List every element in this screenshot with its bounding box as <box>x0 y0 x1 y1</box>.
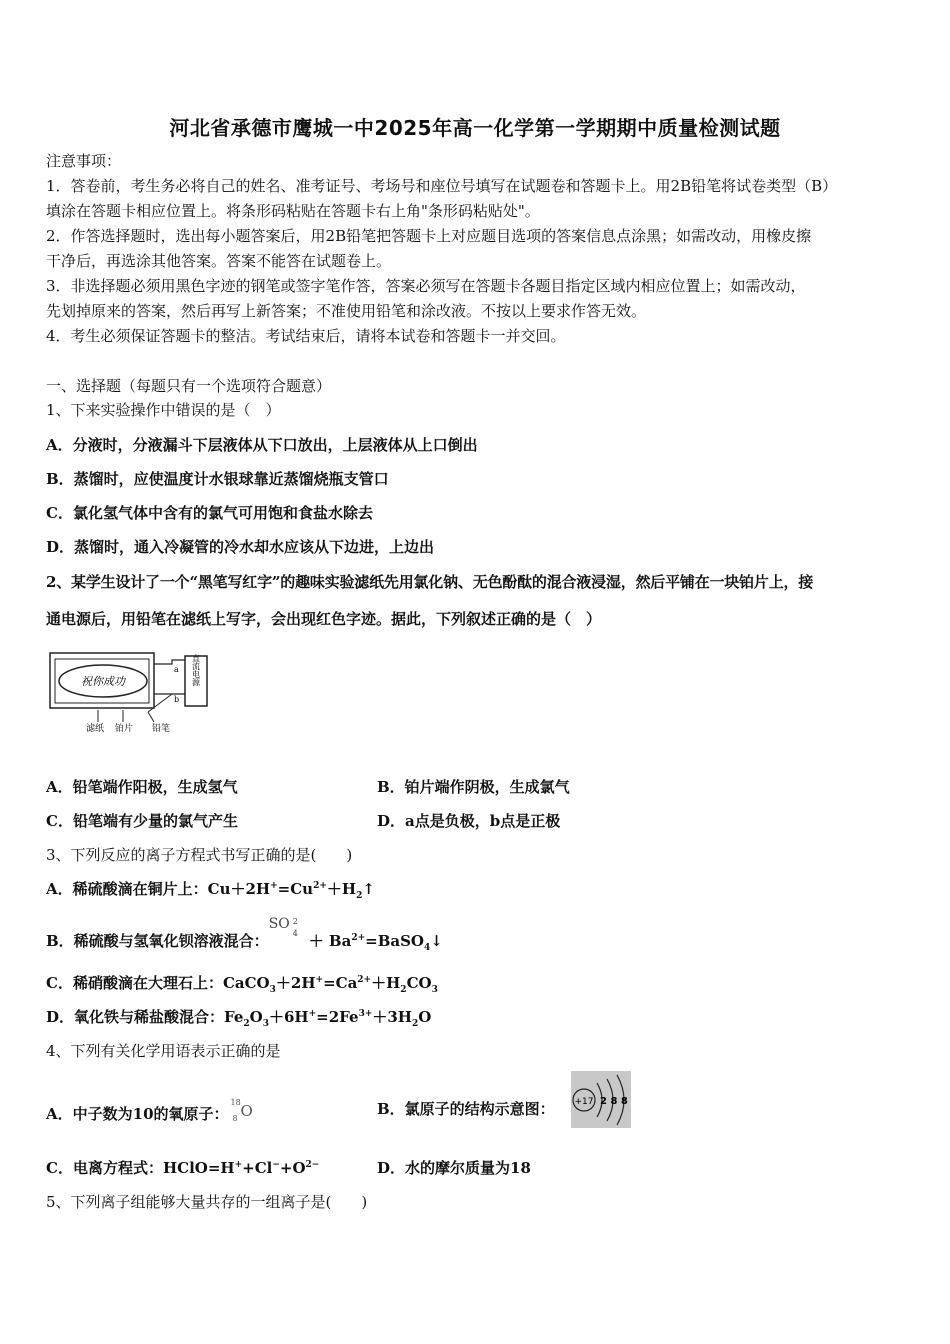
label-filter-paper: 滤纸 <box>86 724 105 734</box>
electrolysis-figure <box>48 650 210 734</box>
power-supply-text: 直流电源 <box>191 654 201 686</box>
q2-option-d: D．a点是负极，b点是正极 <box>377 812 561 830</box>
question-1-stem: 1、下来实验操作中错误的是（ ） <box>46 401 281 419</box>
point-b-label: b <box>174 695 180 704</box>
q3-option-c: C．稀硝酸滴在大理石上：$CaCO_3+2H^+=Ca^{2+}+H_2CO_3$ <box>46 974 438 995</box>
notice-line: 4．考生必须保证答题卡的整洁。考试结束后，请将本试卷和答题卡一并交回。 <box>46 327 566 345</box>
notice-line: 先划掉原来的答案，然后再写上新答案；不准使用铅笔和涂改液。不按以上要求作答无效。 <box>46 302 647 320</box>
question-2-stem: 2、某学生设计了一个“黑笔写红字”的趣味实验滤纸先用氯化钠、无色酚酞的混合液浸湿，然后平铺在一块铂片上，接 <box>46 573 814 591</box>
notice-heading: 注意事项： <box>46 152 122 170</box>
q3-option-d: D．氧化铁与稀盐酸混合：$Fe_2O_3+6H^+=2Fe^{3+}+3H_2O$ <box>46 1008 432 1029</box>
q4-c-label: C．电离方程式： <box>46 1159 163 1177</box>
q4-option-b-label: B．氯原子的结构示意图： <box>377 1100 555 1118</box>
q4-a-label: A．中子数为10的氧原子： <box>46 1105 229 1123</box>
q3-b-label: B．稀硫酸与氢氧化钡溶液混合： <box>46 932 269 950</box>
q1-option-d: D．蒸馏时，通入冷凝管的冷水却水应该从下边进，上边出 <box>46 538 435 556</box>
sulfate-ion: SO 2 4 <box>268 916 298 938</box>
notice-line: 1．答卷前，考生务必将自己的姓名、准考证号、考场号和座位号填写在试题卷和答题卡上。用2B铅笔将试卷类型（B） <box>46 177 838 195</box>
question-3-stem: 3、下列反应的离子方程式书写正确的是( ) <box>46 846 353 864</box>
q1-option-a: A．分液时，分液漏斗下层液体从下口放出，上层液体从上口倒出 <box>46 436 478 454</box>
wire-top <box>154 660 185 664</box>
shell-electrons: 2 8 8 <box>600 1096 628 1107</box>
oxygen-isotope: 18 8 O <box>230 1098 253 1123</box>
nucleus-charge: +17 <box>574 1097 594 1107</box>
oval-text: 祝你成功 <box>81 675 125 688</box>
q3-a-label: A．稀硫酸滴在铜片上： <box>46 880 208 898</box>
notice-line: 干净后，再选涂其他答案。答案不能答在试题卷上。 <box>46 252 392 270</box>
notice-line: 3．非选择题必须用黑色字迹的钢笔或签字笔作答，答案必须写在答题卡各题目指定区域内相应位置上；如需改动， <box>46 277 806 295</box>
q2-option-a: A．铅笔端作阳极，生成氢气 <box>46 778 238 796</box>
question-2-stem-cont: 通电源后，用铅笔在滤纸上写字，会出现红色字迹。据此，下列叙述正确的是（ ） <box>46 610 602 628</box>
point-a-label: a <box>174 665 179 674</box>
q4-option-d: D．水的摩尔质量为18 <box>377 1159 531 1177</box>
q1-option-b: B．蒸馏时，应使温度计水银球靠近蒸馏烧瓶支管口 <box>46 470 389 488</box>
question-4-stem: 4、下列有关化学用语表示正确的是 <box>46 1042 281 1060</box>
q3-option-a: A．稀硫酸滴在铜片上：$Cu+2H^+=Cu^{2+}+H_2↑$ <box>46 880 375 901</box>
q2-option-b: B．铂片端作阴极，生成氯气 <box>377 778 570 796</box>
notice-line: 填涂在答题卡相应位置上。将条形码粘贴在答题卡右上角"条形码粘贴处"。 <box>46 202 540 220</box>
section-heading: 一、选择题（每题只有一个选项符合题意） <box>46 377 332 395</box>
label-pencil: 铅笔 <box>152 724 171 734</box>
chlorine-atom-diagram <box>571 1071 631 1128</box>
page-title: 河北省承德市鹰城一中2025年高一化学第一学期期中质量检测试题 <box>169 116 781 140</box>
q4-option-c: C．电离方程式：$HClO=H^++Cl^-+O^{2-}$ <box>46 1159 320 1177</box>
label-platinum: 铂片 <box>115 724 134 734</box>
pencil-pointer <box>148 712 154 722</box>
q1-option-c: C．氯化氢气体中含有的氯气可用饱和食盐水除去 <box>46 504 373 522</box>
question-5-stem: 5、下列离子组能够大量共存的一组离子是( ) <box>46 1193 368 1211</box>
q3-d-label: D．氧化铁与稀盐酸混合： <box>46 1008 225 1026</box>
q4-option-a <box>46 1099 255 1124</box>
notice-line: 2．作答选择题时，选出每小题答案后，用2B铅笔把答题卡上对应题目选项的答案信息点涂黑；如需改动，用橡皮擦 <box>46 227 812 245</box>
q3-option-b: B．稀硫酸与氢氧化钡溶液混合： SO 2 4 ＋ $Ba^{2+}=BaSO_4↓$ <box>46 916 443 953</box>
q3-c-label: C．稀硝酸滴在大理石上： <box>46 974 223 992</box>
pencil-wire <box>148 694 172 712</box>
q2-option-c: C．铅笔端有少量的氯气产生 <box>46 812 238 830</box>
